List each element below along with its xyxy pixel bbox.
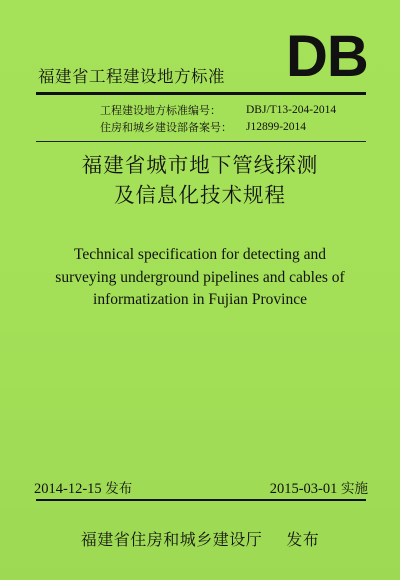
- chinese-title-line-2: 及信息化技术规程: [114, 183, 286, 207]
- issue-word: 发布: [105, 481, 133, 497]
- footer-rule: [36, 499, 366, 501]
- record-number-row: [100, 118, 370, 135]
- record-number-label: 住房和城乡建设部备案号：: [100, 120, 232, 134]
- english-title-line-1: Technical specification for detecting and: [74, 246, 326, 263]
- effective-date: [270, 477, 368, 498]
- standard-number-row: [100, 101, 370, 118]
- issue-date: [34, 477, 132, 498]
- db-logo: DB: [286, 24, 368, 89]
- chinese-title: [0, 150, 400, 210]
- record-number-value: J12899-2014: [246, 120, 307, 133]
- header-rule: [36, 92, 366, 95]
- standard-number-value: DBJ/T13-204-2014: [246, 103, 337, 116]
- english-title-line-2: surveying underground pipelines and cables of: [55, 268, 345, 286]
- publisher-name: 福建省住房和城乡建设厅: [80, 530, 263, 549]
- issue-date-value: 2014-12-15: [34, 481, 102, 497]
- publisher-action: 发布: [286, 530, 320, 549]
- series-title: 福建省工程建设地方标准: [38, 67, 225, 86]
- standard-number-label: 工程建设地方标准编号：: [100, 103, 221, 117]
- meta-rule: [36, 141, 366, 142]
- effective-word: 实施: [341, 481, 368, 497]
- english-title-line-3: informatization in Fujian Province: [93, 291, 307, 308]
- standard-meta: [100, 101, 370, 135]
- publisher: [0, 527, 400, 550]
- english-title: [0, 244, 400, 312]
- effective-date-value: 2015-03-01: [269, 481, 338, 497]
- chinese-title-line-1: 福建省城市地下管线探测: [81, 153, 319, 177]
